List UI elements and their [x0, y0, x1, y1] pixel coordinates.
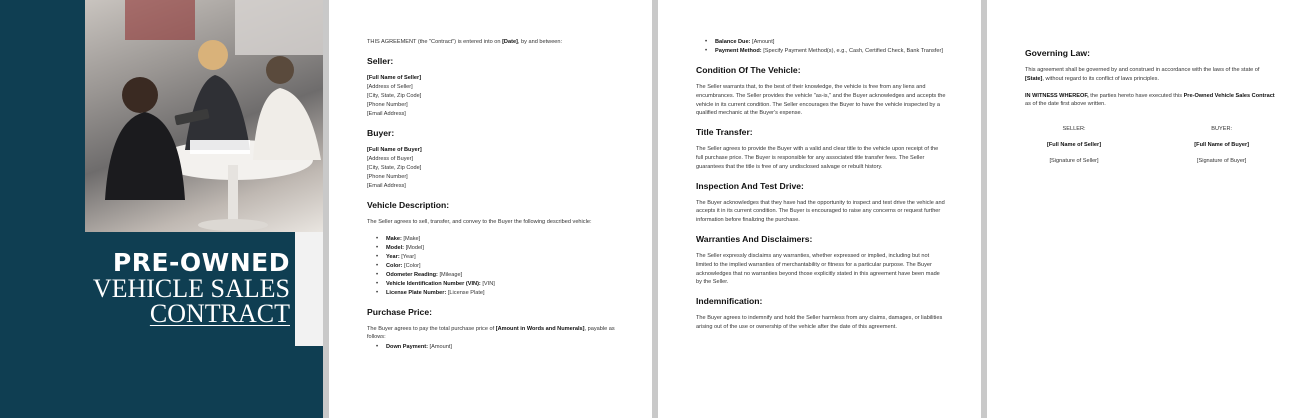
- payment-list-continued: [696, 38, 946, 56]
- buyer-name: [Full Name of Buyer]: [367, 146, 422, 153]
- buyer-line: [Email Address]: [367, 182, 406, 189]
- condition-text: The Seller warrants that, to the best of their knowledge, the vehicle is free from any liens and encumbrances. The Seller provides the vehicle "as-is," and the Buyer acknowledges and accepts the vehicle in its current condition. The Seller encourages the Buyer to have the vehicle inspected by a qualified mechanic at the Buyer's expense.: [696, 84, 946, 117]
- list-item: • Down Payment: [Amount]: [367, 343, 617, 352]
- cover-title-line3-text: CONTRACT: [149, 299, 290, 328]
- intro-paragraph: [367, 38, 617, 47]
- vehicle-heading: Vehicle Description:: [367, 199, 450, 210]
- list-item: • Model: [Model]: [367, 244, 617, 253]
- buyer-address: [367, 146, 617, 191]
- list-item: • Payment Method: [Specify Payment Method(s), e.g., Cash, Certified Check, Bank Transfer]: [696, 47, 946, 56]
- list-item: • Year: [Year]: [367, 253, 617, 262]
- buyer-line: [City, State, Zip Code]: [367, 164, 422, 171]
- list-item: • Balance Due: [Amount]: [696, 38, 946, 47]
- vehicle-list: [367, 235, 617, 298]
- buyer-full-name: [Full Name of Buyer]: [1194, 141, 1249, 148]
- list-item: • License Plate Number: [License Plate]: [367, 289, 617, 298]
- buyer-line: [Address of Buyer]: [367, 155, 414, 162]
- page3-content: [696, 38, 946, 336]
- cover-photo: [85, 0, 323, 232]
- cover-title-line1: PRE-OWNED: [112, 248, 290, 277]
- cover-title-line2: VEHICLE SALES: [92, 274, 290, 303]
- intro-text: THIS AGREEMENT (the "Contract") is entered into on [Date], by and between:: [367, 39, 563, 45]
- intro-date: [Date]: [502, 39, 518, 45]
- seller-line: [Address of Seller]: [367, 83, 413, 90]
- page4-content: [1025, 40, 1275, 173]
- inspection-heading: Inspection And Test Drive:: [696, 180, 804, 191]
- warranties-text: The Seller expressly disclaims any warranties, whether expressed or implied, including but not limited to the implied warranties of merchantability or fitness for a particular purpose. The Buyer acknowledges that no warranties beyond those explicitly stated in this agreement have been made by the Seller.: [696, 252, 940, 286]
- list-item: • Color: [Color]: [367, 262, 617, 271]
- seller-heading: Seller:: [367, 55, 394, 66]
- warranties-heading: Warranties And Disclaimers:: [696, 233, 813, 244]
- buyer-line: [Phone Number]: [367, 173, 408, 180]
- witness-text: IN WITNESS WHEREOF, the parties hereto have executed this Pre-Owned Vehicle Sales Contract as of the date first above written.: [1025, 92, 1275, 108]
- seller-signature: [1047, 125, 1101, 172]
- indemnification-text: The Buyer agrees to indemnify and hold the Seller harmless from any claims, damages, or liabilities arising out of the use or ownership of the vehicle after the date of this agreement.: [696, 315, 943, 330]
- buyer-label: BUYER:: [1211, 126, 1233, 133]
- document-page-4: [987, 0, 1310, 418]
- cover-photo-illustration: [85, 0, 323, 232]
- document-page-3: [658, 0, 981, 418]
- document-page-2: [329, 0, 652, 418]
- list-item: • Make: [Make]: [367, 235, 617, 244]
- list-item: • Vehicle Identification Number (VIN): [VIN]: [367, 280, 617, 289]
- price-text: The Buyer agrees to pay the total purchase price of [Amount in Words and Numerals], payable as follows:: [367, 325, 615, 341]
- seller-address: [367, 74, 617, 119]
- signature-block: [1025, 125, 1275, 172]
- seller-signature-line: [Signature of Seller]: [1049, 157, 1099, 164]
- seller-line: [Email Address]: [367, 110, 406, 117]
- payment-list: [367, 343, 617, 352]
- price-heading: Purchase Price:: [367, 306, 432, 317]
- inspection-text: The Buyer acknowledges that they have had the opportunity to inspect and test drive the vehicle and accepts it in its current condition. The Buyer is encouraged to raise any concerns or request further information before finalizing the purchase.: [696, 199, 945, 224]
- vehicle-text: The Seller agrees to sell, transfer, and convey to the Buyer the following described vehicle:: [367, 218, 592, 225]
- buyer-signature-line: [Signature of Buyer]: [1196, 157, 1247, 164]
- buyer-signature: [1194, 125, 1249, 172]
- seller-full-name: [Full Name of Seller]: [1047, 141, 1102, 148]
- governing-law-text: This agreement shall be governed by and construed in accordance with the laws of the state of [State], without regard to its conflict of laws principles.: [1025, 67, 1260, 82]
- seller-line: [Phone Number]: [367, 101, 408, 108]
- indemnification-heading: Indemnification:: [696, 296, 763, 307]
- cover-title-line3: [60, 299, 290, 329]
- buyer-heading: Buyer:: [367, 127, 395, 138]
- list-item: • Odometer Reading: [Mileage]: [367, 271, 617, 280]
- governing-law-heading: Governing Law:: [1025, 48, 1090, 58]
- seller-label: SELLER:: [1062, 126, 1086, 133]
- title-transfer-heading: Title Transfer:: [696, 127, 753, 138]
- title-transfer-text: The Seller agrees to provide the Buyer with a valid and clear title to the vehicle upon receipt of the full purchase price. The Buyer is responsible for any associated title transfer fees. The Seller guarantees that the title is free of any undisclosed salvage or rebuilt history.: [696, 146, 939, 170]
- page2-content: [367, 38, 617, 356]
- seller-line: [City, State, Zip Code]: [367, 92, 422, 99]
- cover-accent-strip: [295, 232, 323, 346]
- seller-name: [Full Name of Seller]: [367, 74, 422, 81]
- condition-heading: Condition Of The Vehicle:: [696, 65, 801, 75]
- cover-page: [0, 0, 323, 418]
